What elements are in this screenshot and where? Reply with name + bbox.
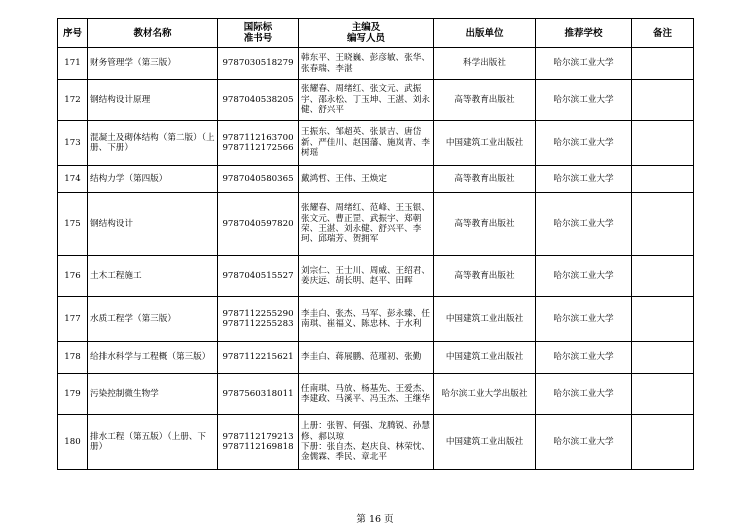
publisher: 中国建筑工业出版社 bbox=[434, 121, 536, 166]
book-title: 污染控制微生物学 bbox=[88, 374, 218, 415]
note bbox=[632, 342, 694, 374]
row-number: 174 bbox=[58, 166, 88, 193]
publisher: 高等教育出版社 bbox=[434, 256, 536, 297]
table-row bbox=[58, 256, 694, 297]
header-publisher: 出版单位 bbox=[434, 19, 536, 48]
isbn: 9787112255283 bbox=[222, 319, 294, 329]
header-authors-text: 主编及 编写人员 bbox=[346, 22, 385, 44]
school: 哈尔滨工业大学 bbox=[536, 193, 632, 256]
table-row bbox=[58, 48, 694, 80]
header-school: 推荐学校 bbox=[536, 19, 632, 48]
isbn-cell bbox=[218, 374, 299, 415]
row-number: 180 bbox=[58, 415, 88, 470]
publisher: 科学出版社 bbox=[434, 48, 536, 80]
note bbox=[632, 193, 694, 256]
school: 哈尔滨工业大学 bbox=[536, 256, 632, 297]
row-number: 175 bbox=[58, 193, 88, 256]
authors: 任南琪、马放、杨基先、王爱杰、李建政、马溪平、冯玉杰、王继华 bbox=[299, 374, 434, 415]
isbn: 9787112215621 bbox=[222, 352, 294, 363]
note bbox=[632, 48, 694, 80]
note bbox=[632, 121, 694, 166]
table-header-row bbox=[58, 19, 694, 48]
table-row bbox=[58, 374, 694, 415]
publisher: 中国建筑工业出版社 bbox=[434, 342, 536, 374]
isbn: 9787112255290 bbox=[222, 308, 294, 319]
school: 哈尔滨工业大学 bbox=[536, 80, 632, 121]
isbn: 9787112163700 bbox=[222, 132, 294, 143]
isbn: 9787560318011 bbox=[222, 388, 294, 399]
textbook-table bbox=[57, 18, 694, 470]
row-number: 178 bbox=[58, 342, 88, 374]
header-title: 教材名称 bbox=[88, 19, 218, 48]
book-title: 财务管理学（第三版） bbox=[88, 48, 218, 80]
authors: 上册：张智、何强、龙腾锐、孙慧修、郝以琼 下册：张自杰、赵庆良、林荣忱、金儒霖、季民、章北平 bbox=[299, 415, 434, 470]
header-note: 备注 bbox=[632, 19, 694, 48]
authors: 韩东平、王晓巍、彭彦敏、张华、张春瑞、李湛 bbox=[299, 48, 434, 80]
isbn: 9787112172566 bbox=[222, 143, 294, 153]
note bbox=[632, 374, 694, 415]
book-title: 给排水科学与工程概（第三版） bbox=[88, 342, 218, 374]
isbn-cell bbox=[218, 415, 299, 470]
publisher: 高等教育出版社 bbox=[434, 193, 536, 256]
isbn: 9787030518279 bbox=[222, 58, 294, 69]
isbn: 9787112169818 bbox=[222, 442, 294, 452]
table-row bbox=[58, 415, 694, 470]
isbn: 9787040597820 bbox=[222, 218, 294, 229]
isbn: 9787040580365 bbox=[222, 173, 294, 184]
isbn-cell bbox=[218, 256, 299, 297]
authors: 李圭白、蒋展鹏、范瑾初、张勤 bbox=[299, 342, 434, 374]
book-title: 钢结构设计 bbox=[88, 193, 218, 256]
school: 哈尔滨工业大学 bbox=[536, 374, 632, 415]
school: 哈尔滨工业大学 bbox=[536, 342, 632, 374]
header-no: 序号 bbox=[58, 19, 88, 48]
table-row bbox=[58, 342, 694, 374]
header-isbn bbox=[218, 19, 299, 48]
school: 哈尔滨工业大学 bbox=[536, 166, 632, 193]
row-number: 179 bbox=[58, 374, 88, 415]
publisher: 高等教育出版社 bbox=[434, 80, 536, 121]
note bbox=[632, 80, 694, 121]
table-row bbox=[58, 297, 694, 342]
school: 哈尔滨工业大学 bbox=[536, 415, 632, 470]
isbn-cell bbox=[218, 297, 299, 342]
authors: 李圭白、张杰、马军、彭永臻、任南琪、崔福义、陈忠林、于水利 bbox=[299, 297, 434, 342]
book-title: 排水工程（第五版）（上册、下册） bbox=[88, 415, 218, 470]
header-isbn-text: 国际标 准书号 bbox=[243, 22, 273, 44]
isbn-cell bbox=[218, 48, 299, 80]
row-number: 171 bbox=[58, 48, 88, 80]
publisher: 中国建筑工业出版社 bbox=[434, 297, 536, 342]
authors: 王振东、邹超英、张景吉、唐岱新、严佳川、赵国藩、施岚青、李树瑶 bbox=[299, 121, 434, 166]
row-number: 177 bbox=[58, 297, 88, 342]
book-title: 钢结构设计原理 bbox=[88, 80, 218, 121]
authors: 张耀春、周绪红、范峰、王玉银、张文元、曹正罡、武振宇、郑朝荣、王湛、刘永健、舒兴平、李珂、邱瑞芳、贺拥军 bbox=[299, 193, 434, 256]
publisher: 哈尔滨工业大学出版社 bbox=[434, 374, 536, 415]
table-row bbox=[58, 80, 694, 121]
note bbox=[632, 297, 694, 342]
table-row bbox=[58, 166, 694, 193]
isbn: 9787040538205 bbox=[222, 94, 294, 105]
isbn: 9787112179213 bbox=[222, 431, 294, 442]
isbn: 9787040515527 bbox=[222, 270, 294, 281]
authors: 刘宗仁、王士川、周威、王绍君、姜庆远、胡长明、赵平、田晖 bbox=[299, 256, 434, 297]
isbn-cell bbox=[218, 342, 299, 374]
school: 哈尔滨工业大学 bbox=[536, 48, 632, 80]
note bbox=[632, 166, 694, 193]
row-number: 173 bbox=[58, 121, 88, 166]
publisher: 高等教育出版社 bbox=[434, 166, 536, 193]
table-row bbox=[58, 193, 694, 256]
authors: 戴鸿哲、王伟、王焕定 bbox=[299, 166, 434, 193]
authors: 张耀春、周绪红、张文元、武振宇、邵永松、丁玉坤、王湛、刘永健、舒兴平 bbox=[299, 80, 434, 121]
table-row bbox=[58, 121, 694, 166]
book-title: 结构力学（第四版） bbox=[88, 166, 218, 193]
note bbox=[632, 256, 694, 297]
book-title: 土木工程施工 bbox=[88, 256, 218, 297]
header-authors bbox=[299, 19, 434, 48]
row-number: 172 bbox=[58, 80, 88, 121]
book-title: 水质工程学（第三版） bbox=[88, 297, 218, 342]
isbn-cell bbox=[218, 193, 299, 256]
row-number: 176 bbox=[58, 256, 88, 297]
isbn-cell bbox=[218, 80, 299, 121]
note bbox=[632, 415, 694, 470]
page-number: 第 16 页 bbox=[356, 514, 394, 525]
school: 哈尔滨工业大学 bbox=[536, 297, 632, 342]
publisher: 中国建筑工业出版社 bbox=[434, 415, 536, 470]
school: 哈尔滨工业大学 bbox=[536, 121, 632, 166]
book-title: 混凝土及砌体结构（第二版）（上册、下册） bbox=[88, 121, 218, 166]
isbn-cell bbox=[218, 166, 299, 193]
isbn-cell bbox=[218, 121, 299, 166]
